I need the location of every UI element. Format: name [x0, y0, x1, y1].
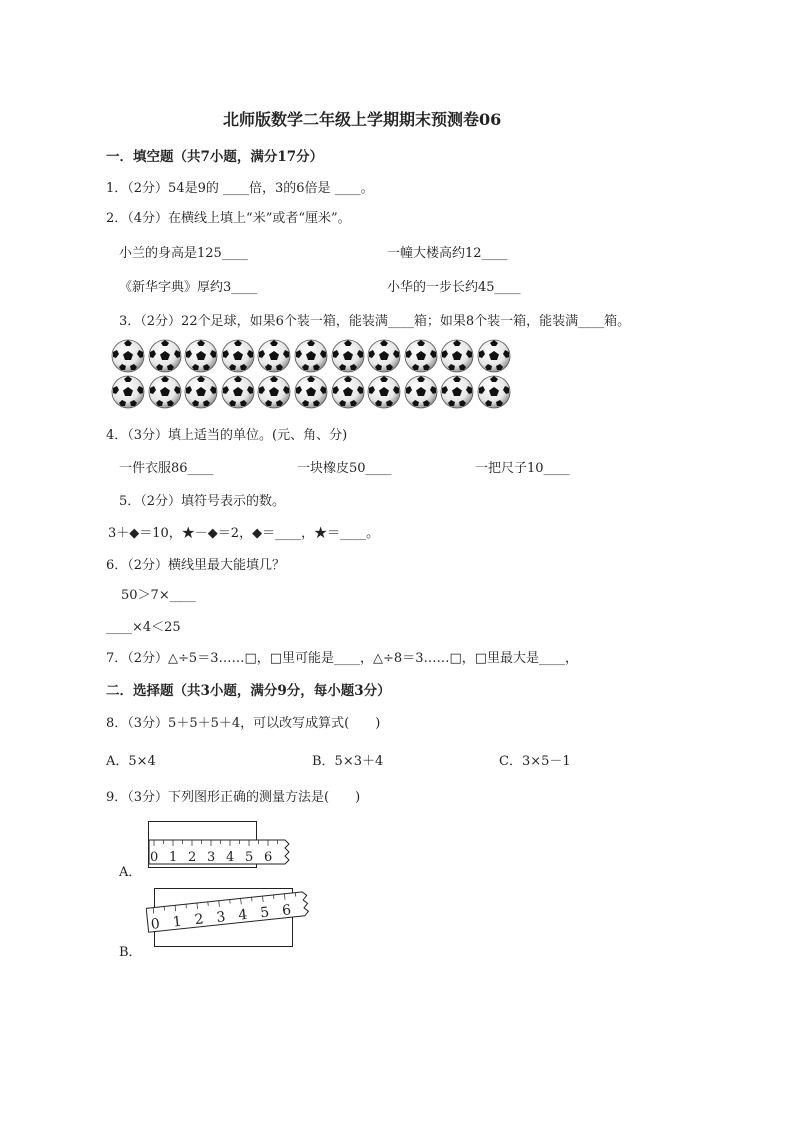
figure-option-a	[148, 821, 298, 877]
question-8-option-c: C．3×5－1	[499, 754, 571, 769]
soccer-ball-icon	[331, 375, 365, 409]
question-8: 8．（3分）5＋5＋5＋4，可以改写成算式( )	[106, 716, 381, 731]
question-2-item-b: 一幢大楼高约12____	[387, 246, 508, 261]
soccer-ball-icon	[477, 375, 511, 409]
section-1-heading: 一．填空题（共7小题，满分17分）	[106, 149, 324, 165]
soccer-ball-icon	[367, 339, 401, 373]
figure-option-b	[146, 882, 316, 956]
question-4: 4．（3分）填上适当的单位。(元、角、分)	[106, 428, 348, 443]
soccer-ball-icon	[440, 339, 474, 373]
soccer-ball-row-2	[111, 375, 514, 409]
soccer-ball-icon	[477, 339, 511, 373]
ruler-tick-label: 5	[259, 904, 271, 922]
question-6-item-a: 50＞7×____	[121, 588, 196, 603]
question-5: 5．（2分）填符号表示的数。	[119, 494, 286, 509]
question-2: 2．（4分）在横线上填上“米”或者“厘米”。	[106, 211, 351, 226]
ruler-tick-label: 6	[281, 902, 292, 920]
question-7: 7．（2分）△÷5＝3……□，□里可能是____，△÷8＝3……□，□里最大是____，	[106, 651, 579, 666]
soccer-ball-icon	[221, 375, 255, 409]
question-6: 6．（2分）横线里最大能填几？	[106, 558, 286, 573]
question-4-item-c: 一把尺子10____	[475, 461, 570, 476]
question-5-expression: 3＋◆＝10，★－◆＝2，◆＝____，★＝____。	[108, 526, 380, 541]
ruler-tick-label: 2	[188, 850, 197, 865]
soccer-ball-icon	[148, 375, 182, 409]
soccer-ball-icon	[111, 375, 145, 409]
question-8-option-b: B．5×3＋4	[312, 754, 384, 769]
question-2-item-c: 《新华字典》厚约3____	[119, 280, 258, 295]
ruler-tick-label: 5	[245, 850, 254, 865]
question-8-option-a: A．5×4	[106, 754, 156, 769]
soccer-ball-icon	[294, 375, 328, 409]
page-title: 北师版数学二年级上学期期末预测卷06	[223, 110, 502, 129]
soccer-ball-row-1	[111, 339, 514, 373]
ruler-figure-a	[148, 821, 298, 873]
question-4-item-b: 一块橡皮50____	[297, 461, 392, 476]
soccer-ball-icon	[331, 339, 365, 373]
question-3: 3．（2分）22个足球，如果6个装一箱，能装满____箱；如果8个装一箱，能装满____箱。	[119, 314, 631, 329]
ruler-tick-label: 4	[226, 850, 235, 865]
soccer-ball-icon	[111, 339, 145, 373]
ruler-tick-label: 2	[193, 911, 205, 929]
ruler-tick-label: 0	[150, 916, 161, 933]
ruler-tick-label: 1	[169, 850, 178, 865]
soccer-ball-icon	[184, 339, 218, 373]
ruler-tick-label: 3	[215, 909, 227, 926]
soccer-ball-icon	[184, 375, 218, 409]
soccer-ball-icon	[221, 339, 255, 373]
question-6-item-b: ____×4＜25	[106, 620, 181, 635]
ruler-figure-b	[146, 882, 316, 952]
ruler-tick-label: 1	[171, 913, 183, 931]
option-b-label: B．	[119, 945, 142, 960]
question-1: 1．（2分）54是9的 ____倍，3的6倍是 ____。	[106, 181, 374, 196]
section-2-heading: 二．选择题（共3小题，满分9分，每小题3分）	[106, 683, 391, 699]
question-2-item-d: 小华的一步长约45____	[387, 280, 521, 295]
ruler-tick-label: 3	[207, 850, 216, 865]
soccer-ball-icon	[367, 375, 401, 409]
question-4-item-a: 一件衣服86____	[119, 461, 214, 476]
ruler-tick-label: 4	[237, 906, 249, 924]
soccer-ball-icon	[404, 339, 438, 373]
soccer-ball-icon	[404, 375, 438, 409]
option-a-label: A．	[119, 865, 142, 880]
question-9: 9．（3分）下列图形正确的测量方法是( )	[106, 790, 361, 805]
soccer-ball-icon	[148, 339, 182, 373]
soccer-ball-icon	[294, 339, 328, 373]
soccer-ball-icon	[257, 375, 291, 409]
soccer-ball-icon	[440, 375, 474, 409]
ruler-tick-label: 6	[264, 850, 273, 865]
question-2-item-a: 小兰的身高是125____	[119, 246, 248, 261]
ruler-tick-label: 0	[150, 850, 159, 865]
soccer-ball-icon	[257, 339, 291, 373]
